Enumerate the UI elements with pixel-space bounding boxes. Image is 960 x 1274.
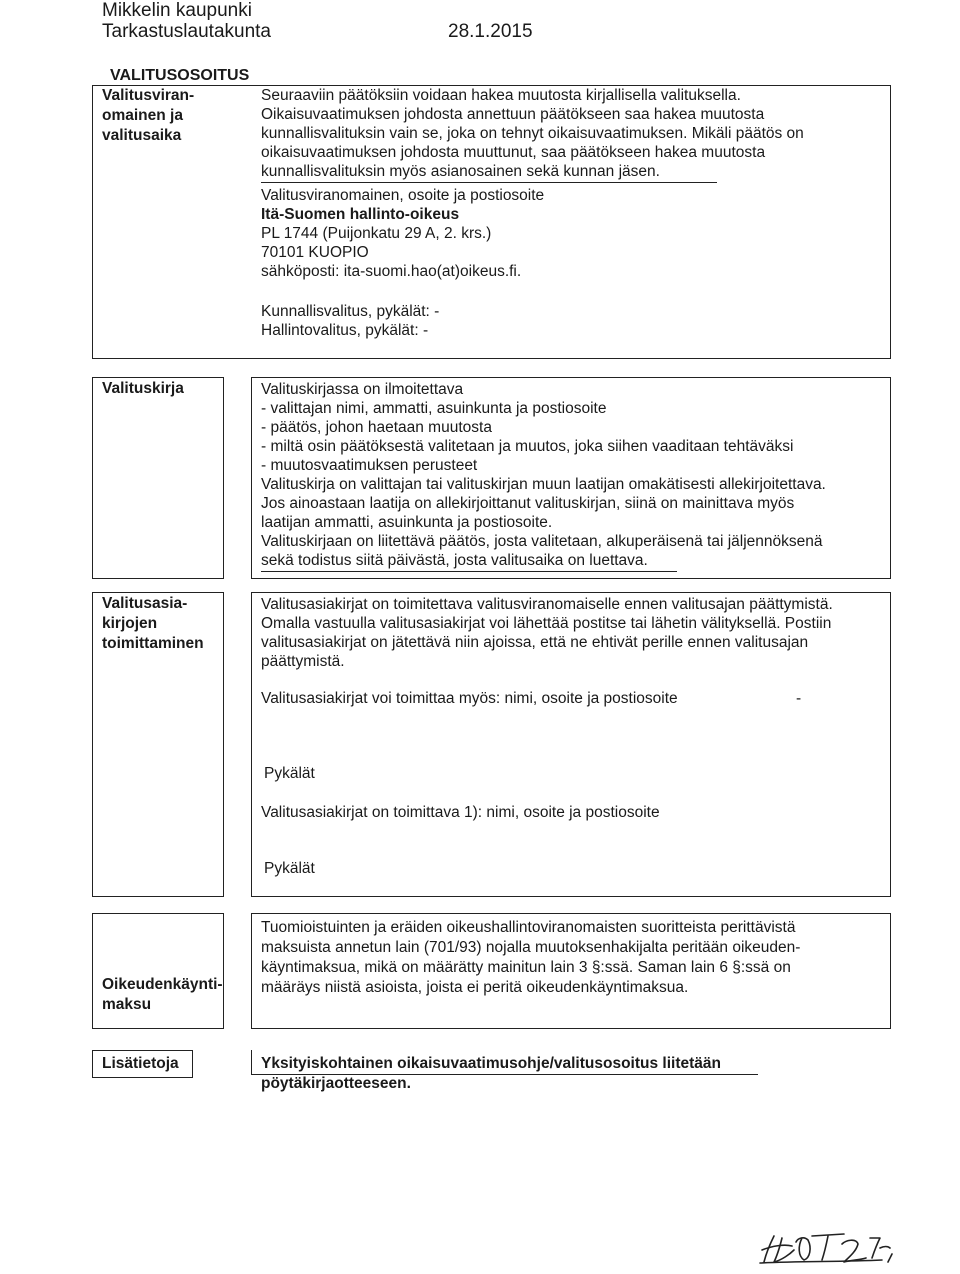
authority-address-block: Valitusviranomainen, osoite ja postiosoite Itä-Suomen hallinto-oikeus PL 1744 (Puijonkatu 29 A, 2. krs.) 70101 KUOPIO sähköposti: ita-suomi.hao(at)oikeus.fi. — [261, 187, 545, 280]
delivery-instructions: Valitusasiakirjat on toimitettava valitusviranomaiselle ennen valitusajan päättymistä. Omalla vastuulla valitusasiakirjat voi lähettää postitse tai lähetin välityksellä. Postiin valitusasiakirjat on jätettävä niin ajoissa, että ne ehtivät perille ennen valitusajan päättymistä. — [261, 596, 833, 670]
underline-rule — [261, 571, 677, 572]
also-deliver-dash: - — [796, 690, 802, 707]
appeal-sections-list: Kunnallisvalitus, pykälät: - Hallintovalitus, pykälät: - — [261, 303, 440, 339]
deliver-1-line: Valitusasiakirjat on toimittava 1): nimi, osoite ja postiosoite — [261, 804, 660, 821]
organization-name: Mikkelin kaupunki — [102, 0, 252, 21]
court-fee-text: Tuomioistuinten ja eräiden oikeushallintoviranomaisten suoritteista perittävistä maksuista annetun lain (701/93) nojalla muutoksenhakijalta peritään oikeuden- käyntimaksua, mikä on määrätty mainitun lain 3 §:ssä. Saman lain 6 §:ssä on määräys niistä asioista, joista ei peritä oikeudenkäyntimaksua. — [261, 919, 801, 996]
section-label-more-info: Lisätietoja — [102, 1055, 179, 1072]
document-title: VALITUSOSOITUS — [110, 67, 250, 84]
underline-rule — [251, 1050, 252, 1074]
authority-name: Itä-Suomen hallinto-oikeus — [261, 206, 460, 223]
underline-rule — [261, 182, 717, 183]
label-box-appeal-letter — [92, 377, 224, 579]
underline-rule — [251, 1074, 758, 1075]
section-label-appeal-authority: Valitusviran- omainen ja valitusaika — [102, 87, 195, 144]
document-date: 28.1.2015 — [448, 21, 533, 42]
more-info-text: Yksityiskohtainen oikaisuvaatimusohje/valitusosoitus liitetään pöytäkirjaotteeseen. — [261, 1055, 721, 1092]
section-label-court-fee: Oikeudenkäynti- maksu — [102, 976, 223, 1013]
section-label-appeal-letter: Valituskirja — [102, 380, 184, 397]
appeal-letter-requirements: Valituskirjassa on ilmoitettava - valittajan nimi, ammatti, asuinkunta ja postiosoite - päätös, johon haetaan muutosta - miltä osin päätöksestä valitetaan ja muutos, joka siihen vaaditaan tehtäväksi - muutosvaatimuksen perusteet Valituskirja on valittajan tai valituskirjan muun laatijan omakätisesti allekirjoitettava. Jos ainoastaan laatija on allekirjoittanut valituskirjan, siinä on mainittava myös laatijan ammatti, asuinkunta ja postiosoite. Valituskirjaan on liitettävä päätös, josta valitetaan, alkuperäisenä tai jäljennöksenä sekä todistus siitä päivästä, josta valitusaika on luettava. — [261, 381, 826, 569]
pykalat-label-1: Pykälät — [264, 765, 315, 782]
appeal-instructions-paragraph: Seuraaviin päätöksiin voidaan hakea muutosta kirjallisella valituksella. Oikaisuvaatimuksen johdosta annettuun päätökseen saa hakea muutosta kunnallisvalituksin vain se, joka on tehnyt oikaisuvaatimuksen. Mikäli päätös on oikaisuvaatimuksen johdosta muuttunut, saa päätökseen hakea muutosta kunnallisvalituksin myös asianosainen sekä kunnan jäsen. — [261, 87, 804, 180]
also-deliver-line: Valitusasiakirjat voi toimittaa myös: nimi, osoite ja postiosoite — [261, 690, 678, 707]
section-label-delivery: Valitusasia- kirjojen toimittaminen — [102, 595, 204, 652]
handwritten-signature — [752, 1224, 912, 1269]
pykalat-label-2: Pykälät — [264, 860, 315, 877]
committee-name: Tarkastuslautakunta — [102, 21, 271, 42]
